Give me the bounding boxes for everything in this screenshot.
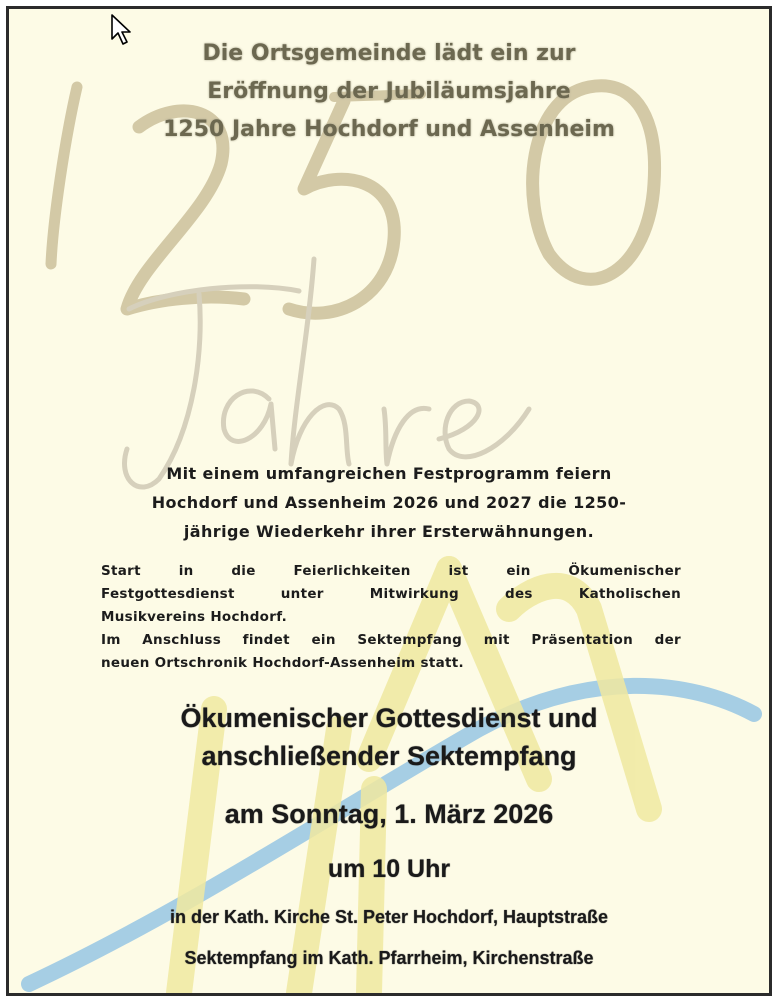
event-location-reception: Sektempfang im Kath. Pfarrheim, Kirchenstraße xyxy=(184,948,594,968)
mouse-pointer-icon xyxy=(111,14,133,46)
details-p1-line-1: Start in die Feierlichkeiten ist ein Ökumenischer xyxy=(101,563,681,579)
details-text xyxy=(101,560,681,675)
intro-line-3: jährige Wiederkehr ihrer Ersterwähnungen. xyxy=(183,522,595,541)
details-paragraph-2 xyxy=(101,629,681,675)
headline-line-2: Eröffnung der Jubiläumsjahre xyxy=(207,79,571,104)
script-jahre-art xyxy=(125,259,529,487)
headline-line-1: Die Ortsgemeinde lädt ein zur xyxy=(202,41,576,66)
intro-line-2: Hochdorf und Assenheim 2026 und 2027 die 1250- xyxy=(151,493,627,512)
event-title-line-1: Ökumenischer Gottesdienst und xyxy=(180,703,598,733)
event-title-line-2: anschließender Sektempfang xyxy=(201,741,577,771)
details-p1-line-2: Festgottesdienst unter Mitwirkung des Katholischen xyxy=(101,586,681,602)
event-location-church: in der Kath. Kirche St. Peter Hochdorf, Hauptstraße xyxy=(169,907,609,927)
details-p2-line-1: Im Anschluss findet ein Sektempfang mit Präsentation der xyxy=(101,632,681,648)
details-p1-line-3: Musikvereins Hochdorf. xyxy=(101,609,288,625)
headline-line-3: 1250 Jahre Hochdorf und Assenheim xyxy=(163,117,615,142)
event-time: um 10 Uhr xyxy=(327,855,451,883)
flyer-page xyxy=(6,6,772,996)
event-date: am Sonntag, 1. März 2026 xyxy=(224,799,554,829)
intro-paragraph xyxy=(49,459,729,546)
details-paragraph-1 xyxy=(101,560,681,629)
headline xyxy=(9,35,769,149)
intro-line-1: Mit einem umfangreichen Festprogramm feiern xyxy=(166,464,612,483)
event-title xyxy=(9,699,769,775)
details-p2-line-2: neuen Ortschronik Hochdorf-Assenheim statt. xyxy=(101,655,464,671)
